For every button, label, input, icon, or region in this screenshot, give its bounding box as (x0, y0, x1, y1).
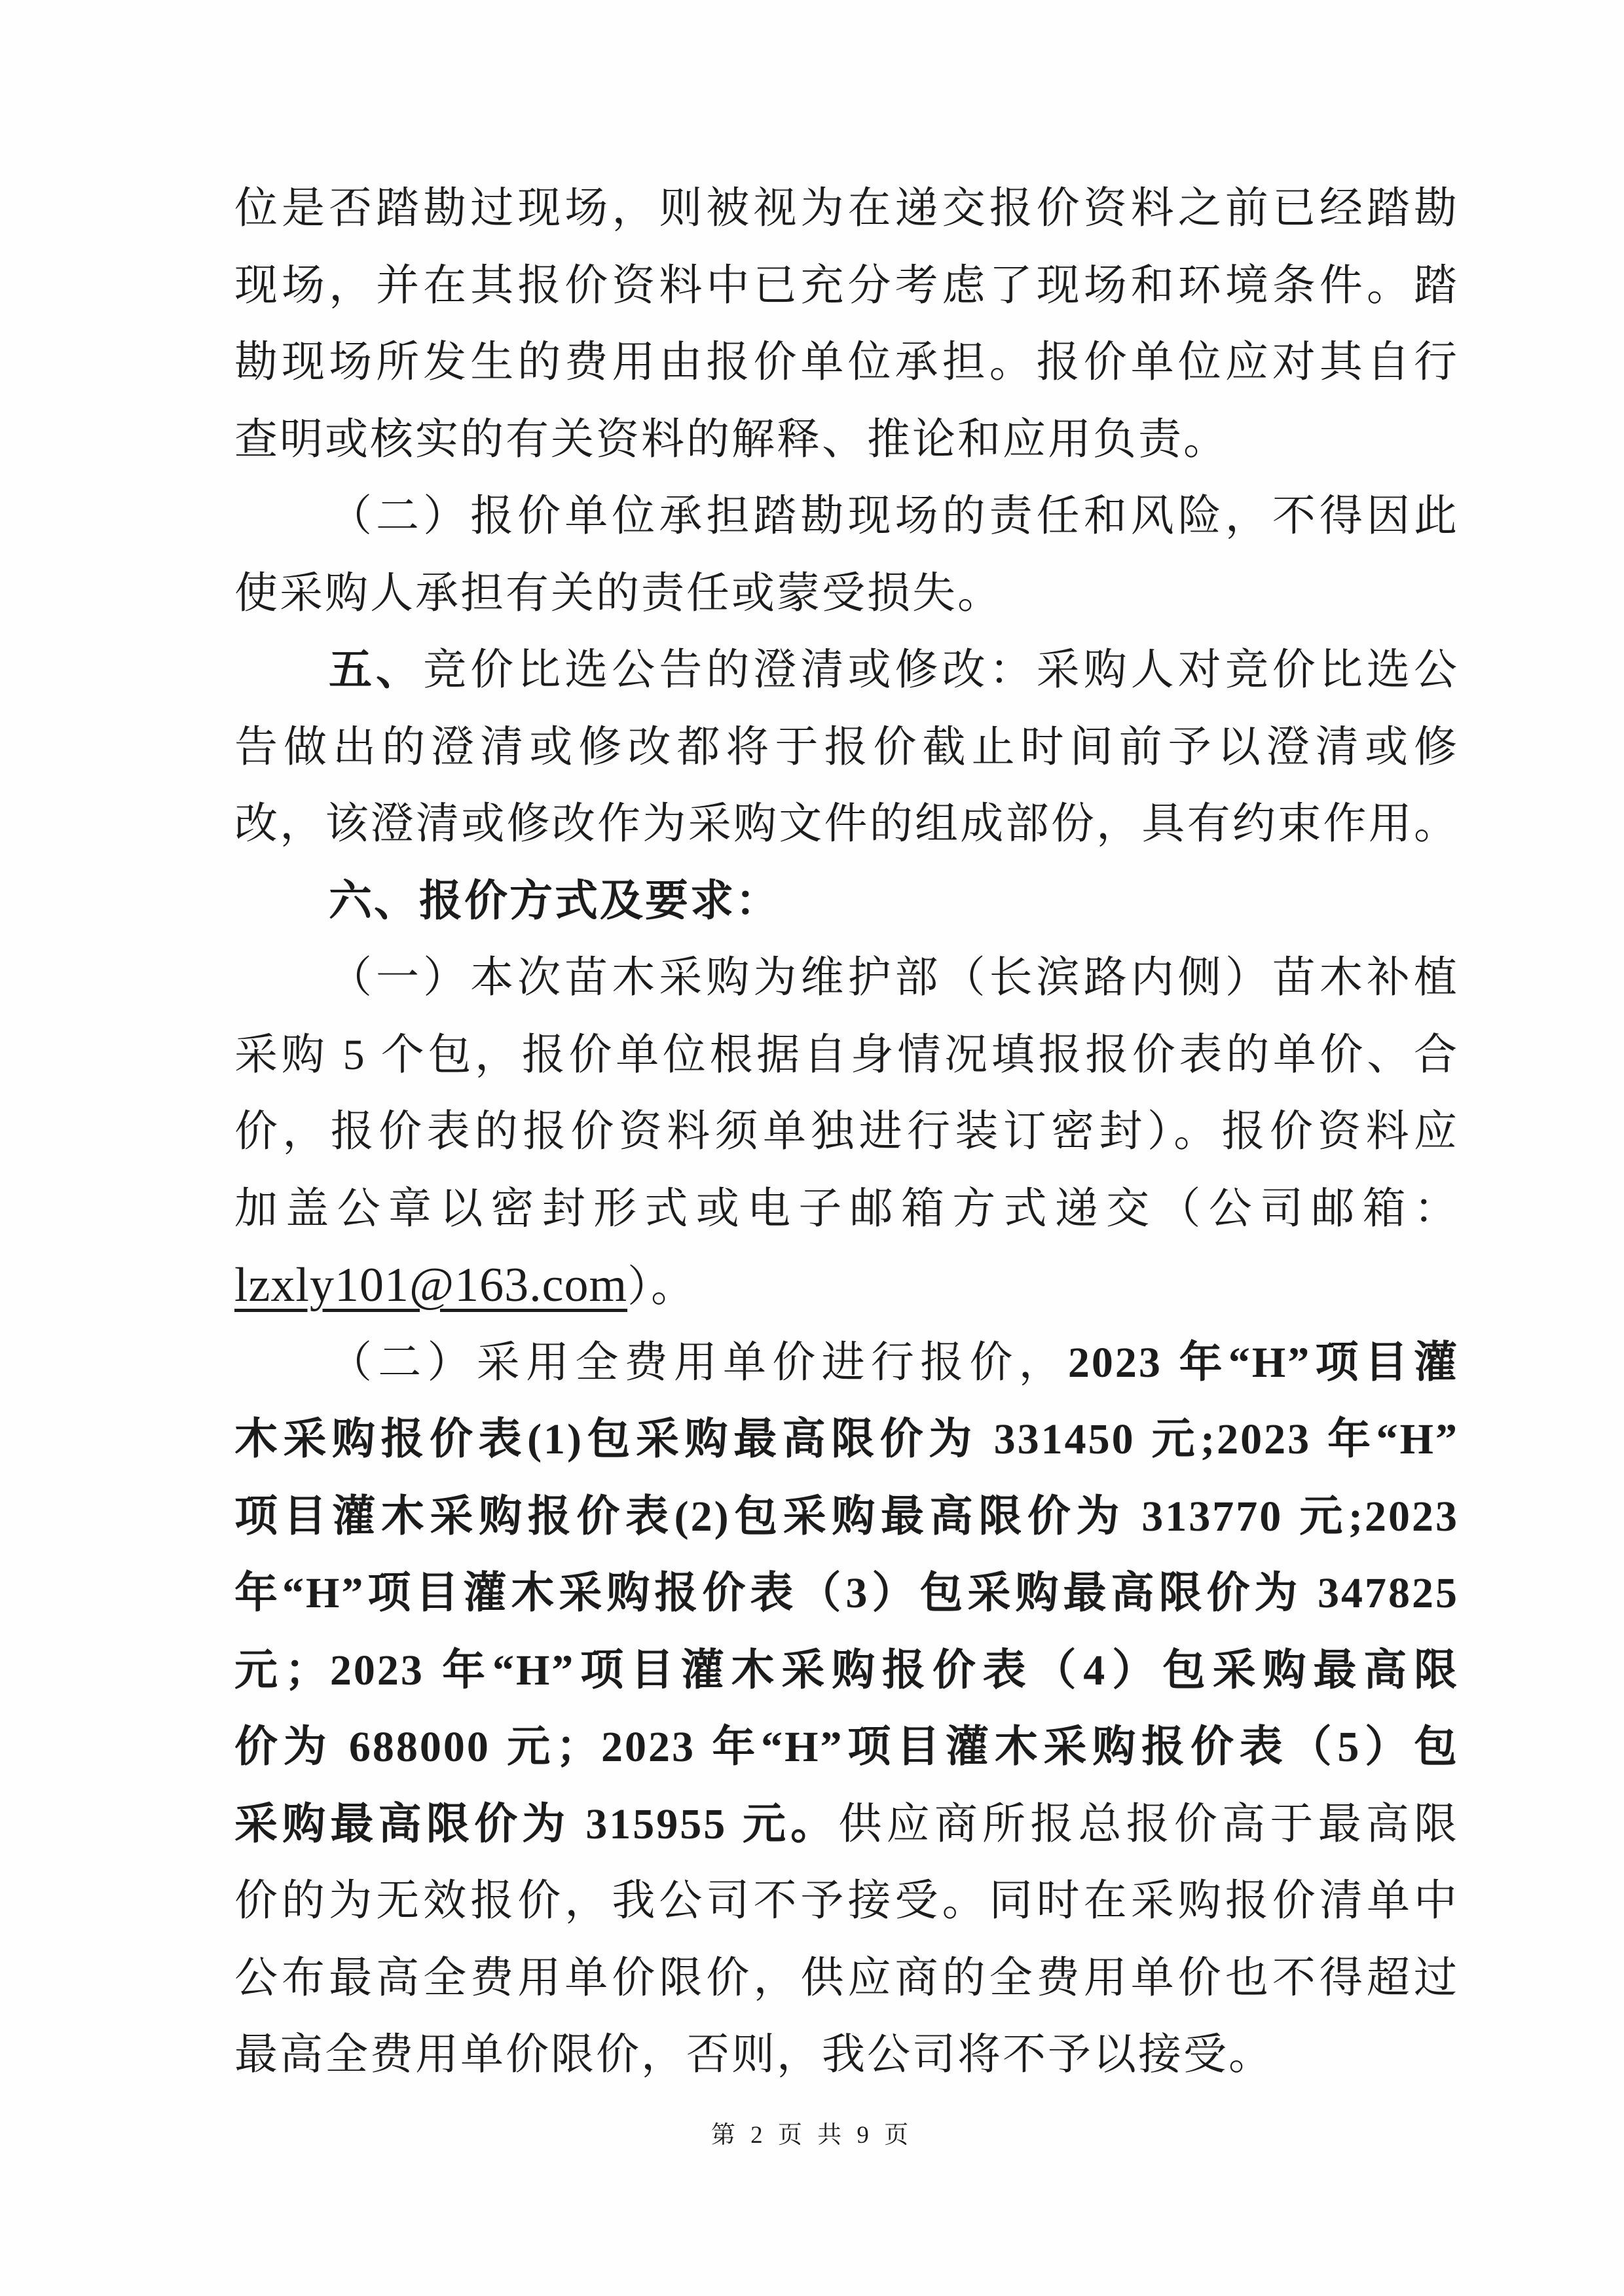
text-segment: 供应商所报总报价高于最高限 (838, 1800, 1460, 1848)
text-segment: 位是否踏勘过现场，则被视为在递交报价资料之前已经踏勘 (234, 185, 1459, 232)
text-line (234, 709, 1459, 786)
text-line (234, 555, 1459, 632)
text-segment: 价为 688000 元；2023 年“H”项目灌木采购报价表（5）包 (234, 1723, 1459, 1771)
text-line (234, 1171, 1459, 1247)
text-line (234, 478, 1459, 555)
email-address: lzxly101@163.com (234, 1258, 628, 1312)
text-line (234, 1632, 1459, 1709)
text-line (234, 863, 1459, 939)
text-segment: 元；2023 年“H”项目灌木采购报价表（4）包采购最高限 (234, 1646, 1459, 1694)
text-line (234, 786, 1459, 862)
text-segment: 现场，并在其报价资料中已充分考虑了现场和环境条件。踏 (234, 261, 1459, 310)
text-segment: 价，报价表的报价资料须单独进行装订密封）。报价资料应 (234, 1108, 1459, 1156)
text-segment: 使采购人承担有关的责任或蒙受损失。 (234, 569, 1003, 617)
text-segment: 公布最高全费用单价限价，供应商的全费用单价也不得超过 (234, 1954, 1459, 2002)
text-segment: （二）采用全费用单价进行报价， (329, 1338, 1068, 1387)
text-line (234, 1709, 1459, 1785)
text-segment: 告做出的澄清或修改都将于报价截止时间前予以澄清或修 (234, 723, 1459, 771)
text-line (234, 247, 1459, 324)
text-segment: （二）报价单位承担踏勘现场的责任和风险，不得因此 (329, 492, 1459, 540)
page-footer (0, 2120, 1624, 2151)
text-segment: 竞价比选公告的澄清或修改：采购人对竞价比选公 (423, 646, 1460, 694)
text-segment: 改，该澄清或修改作为采购文件的组成部份，具有约束作用。 (234, 800, 1459, 848)
text-line (234, 1324, 1459, 1401)
text-segment: 最高全费用单价限价，否则，我公司将不予以接受。 (234, 2031, 1274, 2079)
text-line (234, 1786, 1459, 1863)
text-segment: 勘现场所发生的费用由报价单位承担。报价单位应对其自行 (234, 338, 1459, 386)
text-line (234, 1863, 1459, 1939)
text-line (234, 324, 1459, 401)
text-line (234, 632, 1459, 708)
page-number-label: 第 2 页 共 9 页 (710, 2122, 913, 2149)
text-line (234, 1247, 1459, 1324)
text-segment: 项目灌木采购报价表(2)包采购最高限价为 313770 元;2023 (234, 1492, 1459, 1540)
text-line (234, 1401, 1459, 1478)
text-segment: 2023 年“H”项目灌 (1067, 1338, 1460, 1387)
text-line (234, 401, 1459, 478)
text-segment: 查明或核实的有关资料的解释、推论和应用负责。 (234, 415, 1228, 464)
text-segment: 年“H”项目灌木采购报价表（3）包采购最高限价为 347825 (234, 1569, 1459, 1617)
text-line (234, 939, 1459, 1016)
text-line (234, 1940, 1459, 2016)
text-segment: ）。 (627, 1263, 697, 1311)
text-segment: 六、报价方式及要求： (329, 877, 781, 925)
text-line (234, 1017, 1459, 1093)
text-segment: 价的为无效报价，我公司不予接受。同时在采购报价清单中 (234, 1877, 1459, 1925)
text-segment: 五、 (329, 646, 424, 694)
text-segment: （一）本次苗木采购为维护部（长滨路内侧）苗木补植 (329, 954, 1459, 1002)
text-line (234, 2016, 1459, 2093)
text-line (234, 1093, 1459, 1170)
text-line (234, 1555, 1459, 1631)
text-segment: 采购最高限价为 315955 元。 (234, 1800, 839, 1848)
text-segment: 采购 5 个包，报价单位根据自身情况填报报价表的单价、合 (234, 1030, 1459, 1079)
text-segment: 木采购报价表(1)包采购最高限价为 331450 元;2023 年“H” (234, 1415, 1459, 1463)
text-line (234, 1478, 1459, 1555)
text-segment: 加盖公章以密封形式或电子邮箱方式递交（公司邮箱： (234, 1184, 1459, 1233)
text-line (234, 170, 1459, 247)
